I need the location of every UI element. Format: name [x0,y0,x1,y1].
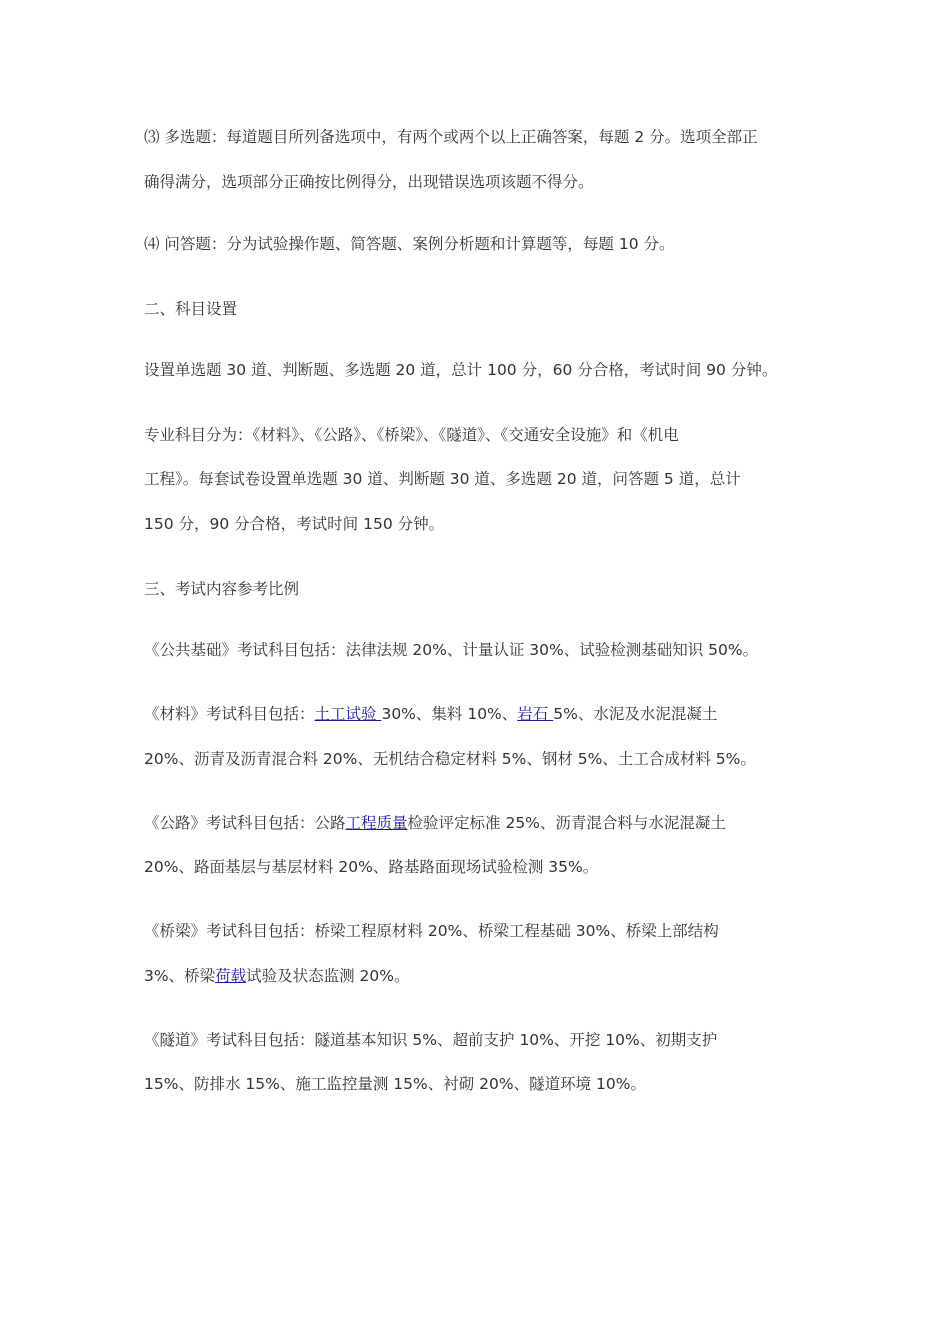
paragraph-professional-line1: 专业科目分为：《材料》、《公路》、《桥梁》、《隧道》、《交通安全设施》和《机电 [144,426,679,444]
section-heading-content-ratio: 三、考试内容参考比例 [144,580,300,598]
text-segment: 《材料》考试科目包括： [144,705,315,723]
paragraph-professional-line2: 工程》。每套试卷设置单选题 30 道、判断题 30 道、多选题 20 道，问答题 5 道，总计 [144,470,741,488]
paragraph-public-foundation: 《公共基础》考试科目包括：法律法规 20%、计量认证 30%、试验检测基础知识 50%。 [144,641,759,659]
paragraph-multiple-choice-line2: 确得满分，选项部分正确按比例得分，出现错误选项该题不得分。 [144,173,594,191]
link-engineering-quality[interactable]: 工程质量 [345,814,408,832]
paragraph-subject-setup: 设置单选题 30 道、判断题、多选题 20 道，总计 100 分，60 分合格，考试时间 90 分钟。 [144,361,778,379]
paragraph-bridge-line1: 《桥梁》考试科目包括：桥梁工程原材料 20%、桥梁工程基础 30%、桥梁上部结构 [144,922,719,940]
paragraph-questions: ⑷ 问答题：分为试验操作题、简答题、案例分析题和计算题等，每题 10 分。 [144,235,675,253]
paragraph-highway-line1 [144,813,726,833]
text-segment: 5%、水泥及水泥混凝土 [553,705,718,723]
link-geotechnical-test[interactable]: 土工试验 [314,705,382,723]
paragraph-tunnel-line1: 《隧道》考试科目包括：隧道基本知识 5%、超前支护 10%、开挖 10%、初期支护 [144,1031,718,1049]
text-segment: 试验及状态监测 20%。 [246,967,410,985]
text-segment: 《公路》考试科目包括：公路 [144,814,346,832]
paragraph-materials-line1 [144,704,717,724]
link-load[interactable]: 荷载 [215,967,247,985]
paragraph-professional-line3: 150 分，90 分合格，考试时间 150 分钟。 [144,515,445,533]
text-segment: 30%、集料 10%、 [381,705,518,723]
section-heading-subjects: 二、科目设置 [144,300,238,318]
paragraph-materials-line2: 20%、沥青及沥青混合料 20%、无机结合稳定材料 5%、钢材 5%、土工合成材料 5%。 [144,750,756,768]
paragraph-multiple-choice-line1: ⑶ 多选题：每道题目所列备选项中，有两个或两个以上正确答案，每题 2 分。选项全部正 [144,128,758,146]
text-segment: 检验评定标准 25%、沥青混合料与水泥混凝土 [407,814,726,832]
paragraph-tunnel-line2: 15%、防排水 15%、施工监控量测 15%、衬砌 20%、隧道环境 10%。 [144,1075,646,1093]
text-segment: 3%、桥梁 [144,967,216,985]
paragraph-highway-line2: 20%、路面基层与基层材料 20%、路基路面现场试验检测 35%。 [144,858,599,876]
paragraph-bridge-line2 [144,966,410,986]
link-rock[interactable]: 岩石 [517,705,554,723]
